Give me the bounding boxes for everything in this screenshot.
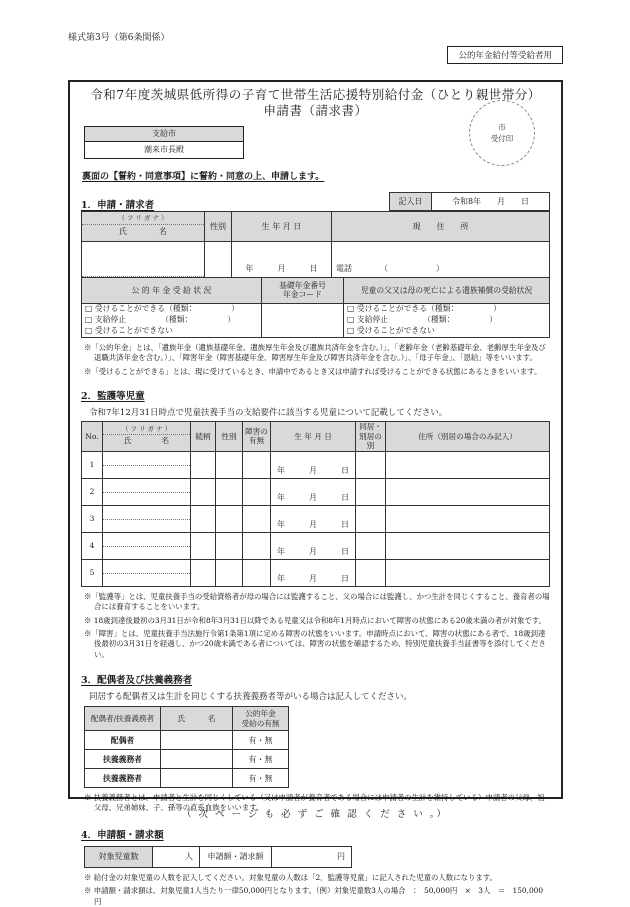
child-address-input-cell[interactable]: [386, 451, 550, 478]
row-type-label: 扶養義務者: [85, 750, 161, 769]
section3-description: 同居する配偶者又は生計を同じくする扶養義務者等がいる場合は記入してください。: [89, 692, 413, 703]
table-row: [82, 277, 550, 303]
child-row-2: [82, 478, 550, 505]
table-row: [82, 211, 550, 241]
children-table: [81, 421, 550, 587]
pension-status-table: [81, 277, 550, 338]
stamp-text-label: 受付印: [490, 134, 514, 143]
child-row-number: 2: [82, 478, 103, 505]
gender-header: 性別: [216, 421, 243, 451]
child-row-number: 1: [82, 451, 103, 478]
pension-number-input-cell[interactable]: [262, 303, 344, 337]
note-children-count: ※ 給付金の対象児童の人数を記入してください。対象児童の人数は「2．監護等児童」に記入された児童の人数になります。: [84, 872, 497, 882]
child-name-input-cell[interactable]: [103, 559, 191, 586]
spouse-obligor-table: [84, 706, 289, 788]
recipient-type-tag: 公的年金給付等受給者用: [447, 46, 563, 64]
child-birthdate-input-cell[interactable]: 年 月 日: [271, 505, 356, 532]
child-disability-input-cell[interactable]: [243, 505, 271, 532]
child-disability-input-cell[interactable]: [243, 559, 271, 586]
survivor-options-cell: [344, 303, 550, 337]
form-title-line2: 申請書（請求書）: [263, 102, 368, 118]
survivor-compensation-header: 児童の父又は母の死亡による遺族補償の受給状況: [344, 277, 550, 303]
table-row: [82, 421, 550, 451]
pledge-statement: 裏面の【誓約・同意事項】に誓約・同意の上、申請します。: [82, 171, 325, 182]
birthdate-header: 生 年 月 日: [271, 421, 356, 451]
child-name-input-cell[interactable]: [103, 532, 191, 559]
table-row: [390, 192, 550, 210]
child-living-input-cell[interactable]: [356, 505, 386, 532]
payer-city-table: [84, 126, 244, 159]
child-disability-input-cell[interactable]: [243, 451, 271, 478]
gender-header: 性別: [205, 211, 232, 241]
furigana-input-area[interactable]: [103, 535, 190, 547]
child-name-input-cell[interactable]: [103, 478, 191, 505]
applicant-name-header: [82, 211, 205, 241]
applicant-birthdate-input-cell[interactable]: 年 月 日: [232, 241, 332, 277]
name-header: 氏 名: [123, 436, 170, 446]
child-name-input-cell[interactable]: [103, 451, 191, 478]
payer-addressee: 潮来市長殿: [85, 141, 244, 158]
pension-yes-no-selector[interactable]: 有・無: [233, 731, 289, 750]
obligor-name-input-cell[interactable]: [161, 750, 233, 769]
furigana-header: （ フ リ ガ ナ ）: [82, 214, 204, 225]
child-living-input-cell[interactable]: [356, 559, 386, 586]
child-relation-input-cell[interactable]: [191, 478, 216, 505]
child-row-4: [82, 532, 550, 559]
child-gender-input-cell[interactable]: [216, 505, 243, 532]
obligor-row-1: [85, 750, 289, 769]
pension-option-cannot-receive[interactable]: □ 受けることができない: [85, 325, 173, 335]
spouse-row: [85, 731, 289, 750]
section2-description: 令和7年12月31日時点で児童扶養手当の支給要件に該当する児童について記載してください。: [89, 407, 448, 418]
note-custody-definition: ※「監護等」とは、児童扶養手当の受給資格者が母の場合には監護すること、父の場合には監護し、かつ生計を同じくすること、養育者の場合には養育することをいいます。: [84, 591, 550, 612]
address-header: 現 住 所: [332, 211, 550, 241]
child-address-input-cell[interactable]: [386, 532, 550, 559]
form-code-label: 様式第3号（第6条関係）: [68, 33, 170, 43]
child-row-number: 4: [82, 532, 103, 559]
section1-heading: 1．申請・請求者: [81, 199, 155, 211]
children-count-input-cell[interactable]: 人: [153, 846, 200, 867]
obligor-name-input-cell[interactable]: [161, 769, 233, 788]
child-birthdate-input-cell[interactable]: 年 月 日: [271, 478, 356, 505]
entry-date-label: 記入日: [390, 192, 432, 210]
child-gender-input-cell[interactable]: [216, 532, 243, 559]
survivor-option-suspended[interactable]: □ 支給停止 （種類： ）: [347, 314, 498, 324]
living-status-header: 同居・別居の別: [356, 421, 386, 451]
stamp-text-city: 市: [498, 122, 506, 132]
relation-header: 続柄: [191, 421, 216, 451]
child-disability-input-cell[interactable]: [243, 478, 271, 505]
child-relation-input-cell[interactable]: [191, 532, 216, 559]
child-relation-input-cell[interactable]: [191, 505, 216, 532]
table-row: [85, 707, 289, 731]
furigana-input-area[interactable]: [103, 481, 190, 493]
child-gender-input-cell[interactable]: [216, 559, 243, 586]
spouse-pension-header: [233, 707, 289, 731]
pension-yes-no-selector[interactable]: 有・無: [233, 769, 289, 788]
table-row: [85, 141, 244, 158]
child-no-header: No.: [82, 421, 103, 451]
section1-notes: [81, 343, 550, 377]
obligor-row-2: [85, 769, 289, 788]
child-living-input-cell[interactable]: [356, 532, 386, 559]
survivor-option-cannot-receive[interactable]: □ 受けることができない: [347, 325, 435, 335]
next-page-reminder: （ 次 ペ ー ジ も 必 ず ご 確 認 く だ さ い 。）: [181, 809, 449, 820]
spouse-name-input-cell[interactable]: [161, 731, 233, 750]
entry-date-field[interactable]: 令和8年 月 日: [432, 192, 550, 210]
spouse-name-header: 氏 名: [161, 707, 233, 731]
row-type-label: 配偶者: [85, 731, 161, 750]
pension-number-header-line2: 年金コード: [283, 290, 322, 300]
city-receipt-stamp-area: [469, 100, 535, 166]
child-row-1: [82, 451, 550, 478]
child-row-3: [82, 505, 550, 532]
child-address-input-cell[interactable]: [386, 505, 550, 532]
pension-option-can-receive[interactable]: □ 受けることができる（種類： ）: [85, 304, 240, 314]
pension-yes-no-selector[interactable]: 有・無: [233, 750, 289, 769]
child-address-input-cell[interactable]: [386, 559, 550, 586]
pension-status-header: 公 的 年 金 受 給 状 況: [82, 277, 262, 303]
child-birthdate-input-cell[interactable]: 年 月 日: [271, 532, 356, 559]
form-title-line1: 令和7年度茨城県低所得の子育て世帯生活応援特別給付金（ひとり親世帯分）: [90, 87, 541, 102]
survivor-option-can-receive[interactable]: □ 受けることができる（種類： ）: [347, 304, 502, 314]
name-header: 氏 名: [119, 226, 167, 236]
spouse-pension-header-line2: 受給の有無: [241, 718, 280, 728]
child-row-5: [82, 559, 550, 586]
section4-heading: 4．申請額・請求額: [81, 829, 164, 841]
amount-table: [84, 846, 352, 868]
payer-city-header: 支給市: [85, 126, 244, 141]
child-row-number: 5: [82, 559, 103, 586]
spouse-pension-header-line1: 公的年金: [245, 708, 276, 718]
applicant-name-input-cell[interactable]: [82, 241, 205, 277]
note-can-receive-definition: ※「受けることができる」とは、現に受けているとき、申請中であるとき又は申請すれば受けることができる状態にあるときをいいます。: [84, 366, 542, 376]
section2-notes: [81, 592, 550, 660]
section2-heading: 2．監護等児童: [81, 390, 145, 402]
pension-status-options-cell: [82, 303, 262, 337]
note-disability-definition: ※「障害」とは、児童扶養手当法施行令第1条第1項に定める障害の状態をいいます。申請時点において、障害の状態にある者で、18歳到達後最初の3月31日を経過し、かつ20歳未満である者については、障害の状態を確認するため、特別児童扶養手当証書等を添付してください。: [84, 629, 546, 659]
pension-option-suspended[interactable]: □ 支給停止 （種類： ）: [85, 314, 236, 324]
disability-header: 障害の有無: [243, 421, 271, 451]
child-gender-input-cell[interactable]: [216, 451, 243, 478]
applicant-table: [81, 211, 550, 278]
child-disability-input-cell[interactable]: [243, 532, 271, 559]
applicant-gender-input-cell[interactable]: [205, 241, 232, 277]
section1-header-row: [81, 192, 550, 211]
note-obligor-definition: ※ 扶養義務者とは、申請者と生計を同じくしている（又は申請者が養育者である場合には申請者の生計を維持している）申請者の父母、祖父母、兄弟姉妹、子、孫等の直系血族をいいます。: [84, 793, 545, 813]
child-gender-input-cell[interactable]: [216, 478, 243, 505]
child-relation-input-cell[interactable]: [191, 451, 216, 478]
children-count-label: 対象児童数: [85, 846, 153, 867]
note-eligible-children: ※ 18歳到達後最初の3月31日が令和8年3月31日以降である児童又は令和8年1月時点において障害の状態にある20歳未満の者が対象です。: [84, 615, 546, 625]
child-row-number: 3: [82, 505, 103, 532]
spouse-type-header: 配偶者/扶養義務者: [85, 707, 161, 731]
child-name-header: [103, 421, 191, 451]
entry-date-table: [389, 192, 550, 211]
applicant-phone-input-cell[interactable]: 電話 （ ）: [332, 241, 550, 277]
note-public-pension-definition: ※「公的年金」とは、「遺族年金（遺族基礎年金、遺族厚生年金及び遺族共済年金を含む。）」、「老齢年金（老齢基礎年金、老齢厚生年金及び退職共済年金を含む。）」、「障害年金（障害基礎年金、障害厚生年金及び障害共済年金を含む。）」、「母子年金」、「恩給」等をいいます。: [84, 342, 546, 363]
pension-number-header-line1: 基礎年金番号: [279, 280, 326, 290]
child-address-input-cell[interactable]: [386, 478, 550, 505]
table-row: [82, 303, 550, 337]
amount-label: 申請額・請求額: [200, 846, 272, 867]
row-type-label: 扶養義務者: [85, 769, 161, 788]
child-birthdate-input-cell[interactable]: 年 月 日: [271, 451, 356, 478]
furigana-input-area[interactable]: [103, 562, 190, 574]
child-address-header: 住所（別居の場合のみ記入）: [386, 421, 550, 451]
furigana-input-area[interactable]: [103, 454, 190, 466]
child-living-input-cell[interactable]: [356, 478, 386, 505]
table-row: [82, 241, 550, 277]
section3-heading: 3．配偶者及び扶養義務者: [81, 675, 193, 687]
furigana-header: （ フ リ ガ ナ ）: [103, 425, 190, 436]
note-amount-calculation: ※ 申請額・請求額は、対象児童1人当たり一律50,000円となります。（例）対象児童数3人の場合 ： 50,000円 × 3人 ＝ 150,000円: [84, 886, 544, 906]
birthdate-header: 生 年 月 日: [232, 211, 332, 241]
child-living-input-cell[interactable]: [356, 451, 386, 478]
furigana-input-area[interactable]: [82, 262, 204, 277]
furigana-input-area[interactable]: [103, 508, 190, 520]
child-name-input-cell[interactable]: [103, 505, 191, 532]
amount-input-cell[interactable]: 円: [272, 846, 352, 867]
table-row: [85, 846, 352, 867]
child-birthdate-input-cell[interactable]: 年 月 日: [271, 559, 356, 586]
table-row: [85, 126, 244, 141]
child-relation-input-cell[interactable]: [191, 559, 216, 586]
pension-number-header: [262, 277, 344, 303]
